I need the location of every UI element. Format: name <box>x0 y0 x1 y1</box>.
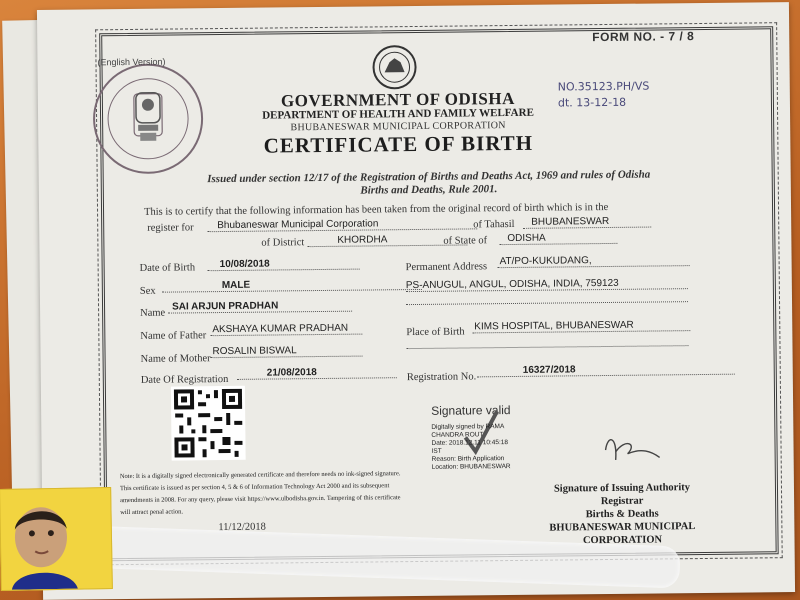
father-label: Name of Father <box>140 330 207 342</box>
address-line-2: PS-ANUGUL, ANGUL, ODISHA, INDIA, 759123 <box>406 277 688 292</box>
digitally-signed-line-3: Date: 2018.12.11 10:45:18 <box>431 439 509 447</box>
handwritten-number: NO.35123.PH/VS <box>557 79 650 94</box>
certify-text: This is to certify that the following information has been taken from the original record of birth which is in the <box>143 201 609 218</box>
sex-label: Sex <box>139 285 156 297</box>
authority-line-3: Births & Deaths <box>585 508 659 521</box>
state-label: of State of <box>443 235 488 247</box>
registration-number-value: 16327/2018 <box>477 363 735 378</box>
child-photo <box>0 487 113 591</box>
authority-line-2: Registrar <box>600 495 644 508</box>
corporation-heading: BHUBANESWAR MUNICIPAL CORPORATION <box>290 120 506 134</box>
government-heading: GOVERNMENT OF ODISHA <box>280 88 515 111</box>
note-line-3: amendments in 2008. For any query, please visit https://www.ulbodisha.gov.in. Tampering of this certificate <box>120 494 401 505</box>
sex-value: MALE <box>162 278 422 293</box>
department-heading: DEPARTMENT OF HEALTH AND FAMILY WELFARE <box>262 106 534 122</box>
registration-number-label: Registration No. <box>406 371 477 384</box>
district-label: of District <box>261 237 305 249</box>
authority-line-4: BHUBANESWAR MUNICIPAL CORPORATION <box>549 521 696 547</box>
place-of-birth-value: KIMS HOSPITAL, BHUBANESWAR <box>472 319 690 333</box>
tahasil-value: BHUBANESWAR <box>523 216 651 229</box>
district-value: KHORDHA <box>307 233 467 247</box>
address-label: Permanent Address <box>405 261 488 274</box>
place-of-birth-label: Place of Birth <box>406 326 465 339</box>
registrar-handwritten-signature <box>597 429 667 470</box>
handwritten-date: dt. 13-12-18 <box>557 95 627 110</box>
register-for-value: Bhubaneswar Municipal Corporation <box>207 217 477 232</box>
note-line-1: Note: It is a digitally signed electronically generated certificate and therefore needs no ink-signed signature. <box>119 470 401 481</box>
dob-label: Date of Birth <box>139 262 196 274</box>
signature-valid-text: Signature valid <box>431 403 511 418</box>
mother-label: Name of Mother <box>140 353 211 365</box>
registration-date-label: Date Of Registration <box>140 373 229 386</box>
authority-line-1: Signature of Issuing Authority <box>553 482 691 495</box>
digitally-signed-line-5: Reason: Birth Application <box>431 455 505 463</box>
father-value: AKSHAYA KUMAR PRADHAN <box>210 323 362 337</box>
certificate-title: CERTIFICATE OF BIRTH <box>263 130 534 158</box>
register-for-label: register for <box>147 222 194 234</box>
digitally-signed-line-6: Location: BHUBANESWAR <box>431 463 511 471</box>
tahasil-label: of Tahasil <box>473 218 515 231</box>
child-portrait-icon <box>0 488 112 590</box>
dob-value: 10/08/2018 <box>208 258 360 272</box>
issued-under-line-1: Issued under section 12/17 of the Registration of Births and Deaths Act, 1969 and rules of Odisha <box>207 168 651 186</box>
registration-date-value: 21/08/2018 <box>237 366 397 380</box>
note-line-2: This certificate is issued as per section 4, 5 & 6 of Information Technology Act 2000 and its subsequent <box>119 482 390 493</box>
stamp-text: (English Version) <box>97 56 166 68</box>
qr-code-icon <box>171 386 246 461</box>
digitally-signed-line-2: CHANDRA ROUT <box>431 431 484 439</box>
name-value: SAI ARJUN PRADHAN <box>168 300 352 314</box>
national-emblem-icon <box>128 89 169 145</box>
name-label: Name <box>140 307 166 319</box>
birth-certificate <box>37 2 795 600</box>
state-value: ODISHA <box>499 232 617 245</box>
issuing-authority-block <box>512 481 733 548</box>
odisha-seal-icon <box>371 44 417 90</box>
issue-date: 11/12/2018 <box>218 521 266 534</box>
digitally-signed-line-1: Digitally signed by RAMA <box>431 423 505 431</box>
digitally-signed-line-4: IST <box>431 447 442 455</box>
mother-value: ROSALIN BISWAL <box>210 345 362 359</box>
qr-code <box>171 386 246 461</box>
form-number: FORM NO. - 7 / 8 <box>592 29 695 45</box>
address-line-1: AT/PO-KUKUDANG, <box>498 254 690 268</box>
issued-under-line-2: Births and Deaths, Rule 2001. <box>360 183 498 197</box>
note-line-4: will attract penal action. <box>120 508 184 517</box>
